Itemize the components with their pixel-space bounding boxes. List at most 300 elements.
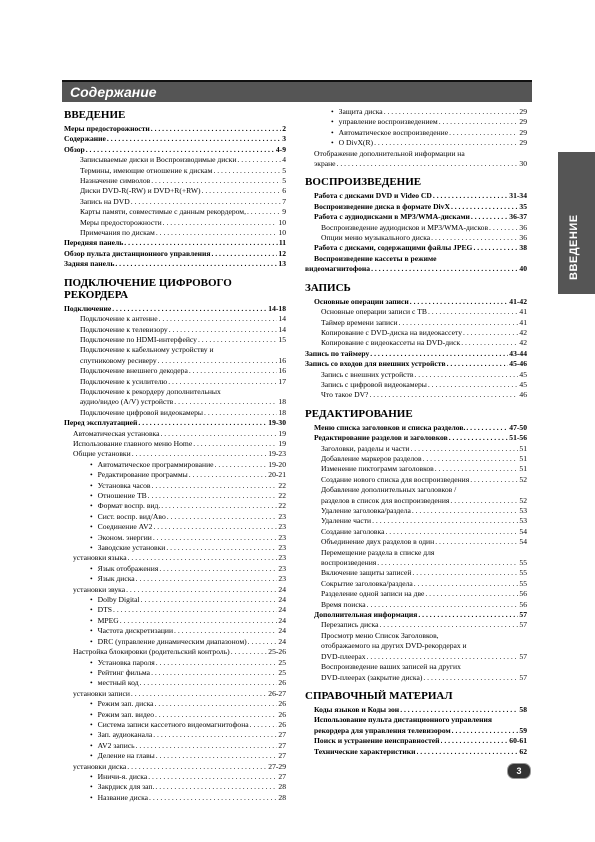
toc-entry[interactable] [64,408,286,418]
toc-entry-title: установки диска [73,761,127,771]
toc-entry-page: 26-27 [268,688,286,698]
toc-entry[interactable] [305,506,527,516]
toc-entry-page: 26 [278,678,286,688]
dot-leader [193,439,277,449]
toc-entry-title: • Dolby Digital [90,595,140,605]
toc-entry-page: 24 [278,626,286,636]
dot-leader [431,233,518,243]
dot-leader [140,678,278,688]
toc-entry[interactable] [305,600,527,610]
dot-leader [127,762,267,772]
toc-entry[interactable] [64,710,286,720]
toc-entry[interactable] [305,433,527,443]
toc-entry-title: • Установка часов [90,481,151,491]
toc-entry-title: Объединение двух разделов в один [321,537,435,547]
section-side-tab [558,152,595,294]
dot-leader [435,537,518,547]
toc-entry-title: Время поиска [321,599,366,609]
dot-leader [156,751,278,761]
toc-entry-page: 23 [278,553,286,563]
toc-entry[interactable] [64,481,286,491]
dot-leader [124,238,278,248]
toc-entry[interactable] [64,166,286,176]
toc-entry[interactable] [305,318,527,328]
toc-entry-title: • Язык диска [90,574,135,584]
toc-entry[interactable] [305,444,527,454]
toc-entry-page: 27 [278,740,286,750]
toc-entry-title: • Режим зап. видео [90,710,154,720]
toc-entry-page: 27-29 [268,761,286,771]
dot-leader [148,491,278,501]
toc-entry-title: • Защита диска [331,107,383,117]
toc-entry[interactable] [305,159,527,169]
toc-entry[interactable] [305,558,527,568]
toc-entry-page: 23 [278,532,286,542]
toc-entry-title: Назначение символов [80,176,151,186]
toc-entry[interactable] [305,747,527,757]
toc-right-column [305,107,527,757]
toc-entry[interactable] [305,454,527,464]
toc-entry-title: • Установка пароля [90,658,155,668]
toc-entry[interactable] [64,218,286,228]
toc-entry-page: 19 [278,428,286,438]
toc-entry[interactable] [64,439,286,449]
dot-leader [441,736,509,746]
dot-leader [471,212,508,222]
toc-entry[interactable] [64,782,286,792]
toc-entry-title: Подключение внешнего декодера [80,366,188,376]
toc-entry-page: 42 [519,338,527,348]
dot-leader [337,159,519,169]
dot-leader [202,186,282,196]
dot-leader [489,223,518,233]
toc-entry-text: Воспроизведение ваших записей на других [321,662,461,672]
toc-entry-title: • Зап. аудиоканала [90,730,152,740]
dot-leader [250,720,278,730]
toc-entry[interactable] [305,359,527,369]
toc-entry[interactable] [64,772,286,782]
dot-leader [410,444,518,454]
toc-entry[interactable] [305,390,527,400]
toc-entry-title: Коды языков и Коды зон [314,704,400,714]
toc-entry-page: 36 [519,233,527,243]
dot-leader [153,522,277,532]
toc-entry[interactable] [305,191,527,201]
toc-entry-page: 53 [519,516,527,526]
toc-entry[interactable] [64,335,286,345]
toc-entry[interactable] [64,533,286,543]
toc-entry-page: 27 [278,751,286,761]
toc-entry-page: 45 [519,379,527,389]
toc-entry-title: Настройка блокировки (родительский контроль) [73,647,230,657]
dot-leader [113,605,277,615]
toc-entry-page: 51 [519,464,527,474]
toc-entry-page: 9 [282,207,286,217]
toc-entry[interactable] [64,356,286,366]
dot-leader [128,553,278,563]
toc-entry-title: Автоматическая установка [73,428,160,438]
toc-entry-page: 52 [519,495,527,505]
toc-entry[interactable] [64,176,286,186]
dot-leader [450,496,518,506]
toc-entry[interactable] [64,418,286,428]
toc-entry-title: видеомагнитофона [305,264,371,274]
dot-leader [158,356,278,366]
toc-entry[interactable] [64,678,286,688]
dot-leader [161,429,278,439]
dot-leader [198,335,277,345]
dot-leader [189,366,278,376]
dot-leader [211,249,277,259]
dot-leader [447,359,509,369]
dot-leader [367,600,519,610]
toc-entry-title: Запись с цифровой видеокамеры [321,379,427,389]
toc-entry-title: • Автоматическое программирование [90,460,214,470]
dot-leader [461,338,518,348]
toc-entry-page: 19-23 [268,449,286,459]
toc-entry[interactable] [64,366,286,376]
toc-entry-text: Подключение к кабельному устройству и [80,345,214,355]
toc-entry[interactable] [305,370,527,380]
toc-entry-text: Использование пульта дистанционного управления [314,715,492,725]
toc-entry[interactable] [64,616,286,626]
toc-entry-title: • Соединение AV2 [90,522,152,532]
toc-entry[interactable] [64,145,286,155]
toc-entry[interactable] [64,325,286,335]
toc-entry[interactable] [305,243,527,253]
dot-leader [428,307,518,317]
toc-entry-page: 46 [519,390,527,400]
toc-entry[interactable] [305,579,527,589]
dot-leader [463,328,518,338]
dot-leader [237,155,281,165]
toc-entry-page: 57 [519,610,527,620]
toc-entry[interactable] [64,626,286,636]
toc-entry-page: 45-46 [509,359,527,369]
toc-entry[interactable] [64,512,286,522]
dot-leader [163,218,278,228]
toc-entry-title: • O DivX(R) [331,138,373,148]
dot-leader [231,647,268,657]
toc-entry-title: • AV2 запись [90,741,135,751]
toc-entry[interactable] [64,585,286,595]
toc-entry-title: установки звука [73,584,126,594]
dot-leader [414,579,519,589]
dot-leader [156,228,278,238]
toc-entry[interactable] [64,124,286,134]
toc-entry[interactable] [305,652,527,662]
dot-leader [155,710,277,720]
toc-entry[interactable] [305,726,527,736]
header-bar [62,80,532,102]
toc-entry-title: Работа с аудиодисками в MP3/WMA-дисками [314,212,470,222]
toc-entry-page: 59 [519,725,527,735]
toc-entry[interactable] [64,491,286,501]
toc-entry-title: Воспроизведение аудиодисков и MP3/WMA-дисков [321,222,489,232]
toc-entry[interactable] [305,527,527,537]
toc-entry-title: • Автоматическое воспроизведение [331,128,448,138]
dot-leader [473,243,518,253]
toc-entry-title: Заголовки, разделы и части [321,443,410,453]
toc-entry[interactable] [64,186,286,196]
toc-entry-page: 35 [519,201,527,211]
toc-entry[interactable] [64,741,286,751]
toc-entry[interactable] [305,307,527,317]
toc-entry[interactable] [305,464,527,474]
toc-entry[interactable] [64,699,286,709]
toc-entry[interactable] [64,720,286,730]
toc-entry-page: 28 [278,782,286,792]
toc-entry[interactable] [305,202,527,212]
toc-entry[interactable] [64,449,286,459]
toc-entry-page: 15 [278,334,286,344]
toc-entry-title: • Формат воспр. вид. [90,501,160,511]
dot-leader [449,128,518,138]
toc-entry[interactable] [305,475,527,485]
dot-leader [423,673,518,683]
toc-entry[interactable] [64,207,286,217]
toc-entry[interactable] [305,620,527,630]
toc-entry[interactable] [64,689,286,699]
toc-entry-title: Редактирование разделов и заголовков [314,433,448,443]
toc-entry[interactable] [64,197,286,207]
toc-entry[interactable] [64,155,286,165]
toc-entry[interactable] [305,516,527,526]
toc-entry[interactable] [64,397,286,407]
toc-entry-title: Запись со входов для внешних устройств [305,359,446,369]
toc-entry[interactable] [64,304,286,314]
toc-entry[interactable] [305,423,527,433]
toc-entry[interactable] [64,259,286,269]
toc-entry[interactable] [305,223,527,233]
toc-entry-page: 54 [519,537,527,547]
toc-entry-text: Воспроизведение кассеты в режиме [314,253,437,263]
toc-entry-page: 62 [519,746,527,756]
toc-entry-page: 51 [519,453,527,463]
toc-entry-page: 19-20 [268,459,286,469]
toc-entry-title: • Язык отображения [90,564,158,574]
toc-entry[interactable] [64,429,286,439]
toc-entry[interactable] [64,658,286,668]
toc-entry-title: Работа с дисками, содержащими файлы JPEG [314,243,473,253]
toc-entry-title: Разделение одной записи на две [321,589,425,599]
toc-entry-page: 25 [278,657,286,667]
toc-entry[interactable] [305,736,527,746]
dot-leader [410,297,509,307]
dot-leader [151,668,277,678]
toc-entry-title: DVD-плеерах [321,651,366,661]
dot-leader [136,741,278,751]
toc-entry[interactable] [64,377,286,387]
toc-entry[interactable] [305,297,527,307]
toc-entry-page: 31-34 [509,191,527,201]
toc-entry-page: 11 [278,238,286,248]
toc-entry-title: • Отношение ТВ [90,491,147,501]
toc-entry[interactable] [305,537,527,547]
dot-leader [399,318,519,328]
dot-leader [155,699,278,709]
toc-entry-page: 29 [519,117,527,127]
toc-entry-title: Использование главного меню Home [73,438,193,448]
dot-leader [166,543,277,553]
toc-entry[interactable] [64,564,286,574]
toc-entry[interactable] [305,128,527,138]
toc-entry[interactable] [64,470,286,480]
dot-leader [466,423,508,433]
dot-leader [107,134,281,144]
toc-entry-title: Запись по таймеру [305,348,370,358]
toc-entry-page: 55 [519,578,527,588]
toc-entry-title: • управление воспроизведением [331,117,438,127]
dot-leader [423,454,519,464]
dot-leader [374,138,518,148]
toc-entry[interactable] [64,249,286,259]
dot-leader [126,585,277,595]
dot-leader [120,616,278,626]
toc-entry[interactable] [305,233,527,243]
toc-entry-page: 36 [519,222,527,232]
toc-entry-page: 16 [278,355,286,365]
toc-entry[interactable] [305,496,527,506]
toc-entry-page: 14 [278,314,286,324]
toc-entry-page: 51-56 [509,433,527,443]
dot-leader [247,207,281,217]
toc-entry-page: 19-30 [268,418,286,428]
toc-entry-title: Подключение к телевизору [80,324,168,334]
dot-leader [153,533,278,543]
toc-entry-title: экране [314,159,336,169]
toc-entry-page: 36-37 [509,212,527,222]
toc-entry[interactable] [305,589,527,599]
toc-entry-title: Воспроизведение диска в формате DivX [314,201,450,211]
toc-entry-page: 58 [519,704,527,714]
dot-leader [131,689,267,699]
toc-entry-title: Что такое DV? [321,390,369,400]
toc-entry[interactable] [64,637,286,647]
dot-leader [86,145,275,155]
toc-entry-page: 29 [519,107,527,116]
toc-entry[interactable] [305,107,527,117]
toc-entry-page: 27 [278,730,286,740]
dot-leader [174,397,277,407]
toc-entry-page: 3 [282,134,286,144]
toc-entry-page: 27 [278,771,286,781]
toc-entry-page: 40 [519,264,527,274]
toc-entry-page: 41 [519,317,527,327]
toc-entry-page: 26 [278,709,286,719]
dot-leader [159,314,278,324]
toc-entry[interactable] [305,610,527,620]
toc-entry-text: Подключение к рекордеру дополнительных [80,386,221,396]
toc-entry[interactable] [64,543,286,553]
toc-entry[interactable] [64,134,286,144]
toc-entry-title: • Сист. воспр. вид/Aвo [90,512,166,522]
toc-entry[interactable] [64,647,286,657]
toc-entry-page: 52 [519,474,527,484]
toc-entry-page: 56 [519,589,527,599]
toc-entry-page: 23 [278,563,286,573]
toc-entry-page: 4-9 [275,144,286,154]
toc-entry-title: Примечания по дискам [80,228,155,238]
dot-leader [141,595,278,605]
toc-entry[interactable] [305,568,527,578]
dot-leader [418,610,518,620]
toc-entry[interactable] [64,553,286,563]
dot-leader [149,793,277,803]
toc-entry[interactable] [64,238,286,248]
toc-entry[interactable] [64,751,286,761]
toc-entry-title: Задняя панель [64,259,115,269]
toc-entry[interactable] [64,314,286,324]
toc-entry-page: 25 [278,667,286,677]
toc-entry[interactable] [305,380,527,390]
toc-entry[interactable] [64,574,286,584]
toc-entry[interactable] [305,705,527,715]
toc-entry[interactable] [64,501,286,511]
toc-entry-title: Удаление части [321,516,372,526]
section-heading: СПРАВОЧНЫЙ МАТЕРИАЛ [305,689,453,702]
toc-entry[interactable] [305,349,527,359]
dot-leader [167,512,278,522]
dot-leader [425,589,518,599]
toc-entry[interactable] [64,793,286,803]
toc-entry[interactable] [64,595,286,605]
toc-entry[interactable] [64,762,286,772]
toc-entry[interactable] [305,328,527,338]
dot-leader [367,652,519,662]
toc-entry-page: 45 [519,369,527,379]
toc-entry[interactable] [64,522,286,532]
toc-entry-page: 6 [282,186,286,196]
toc-entry-title: Поиск и устранение неисправностей [314,736,440,746]
dot-leader [152,481,278,491]
toc-entry-title: Создание нового списка для воспроизведения [321,474,470,484]
side-tab-label: ВВЕДЕНИЕ [568,214,580,280]
toc-entry-title: Запись на DVD [80,196,130,206]
toc-entry[interactable] [305,673,527,683]
toc-entry-page: 19 [278,438,286,448]
toc-entry-text: Отображение дополнительной информации на [314,148,465,158]
dot-leader [115,259,277,269]
toc-entry-text: Добавление дополнительных заголовков / [321,485,457,495]
toc-entry[interactable] [305,138,527,148]
toc-entry[interactable] [305,264,527,274]
toc-entry[interactable] [305,117,527,127]
dot-leader [372,516,518,526]
toc-entry[interactable] [305,212,527,222]
toc-entry-page: 24 [278,615,286,625]
toc-entry-page: 41 [519,307,527,317]
toc-entry[interactable] [305,338,527,348]
toc-entry[interactable] [64,228,286,238]
dot-leader [380,620,519,630]
toc-entry-title: рекордера для управления телевизором [314,725,451,735]
toc-entry-title: установки записи [73,688,130,698]
toc-entry-title: • DTS [90,605,112,615]
toc-entry-title: • Рейтинг фильма [90,668,150,678]
toc-entry-page: 28 [278,792,286,802]
toc-entry[interactable] [64,730,286,740]
toc-entry-title: • Закрдиск для зап. [90,782,154,792]
dot-leader [248,637,278,647]
toc-entry[interactable] [64,668,286,678]
section-heading: ВОСПРОИЗВЕДЕНИЕ [305,176,422,189]
toc-entry[interactable] [64,605,286,615]
dot-leader [215,460,268,470]
toc-entry[interactable] [64,460,286,470]
toc-entry-title: аудио/видео (A/V) устройств [80,397,174,407]
toc-entry-title: Сокрытие заголовка/раздела [321,578,413,588]
